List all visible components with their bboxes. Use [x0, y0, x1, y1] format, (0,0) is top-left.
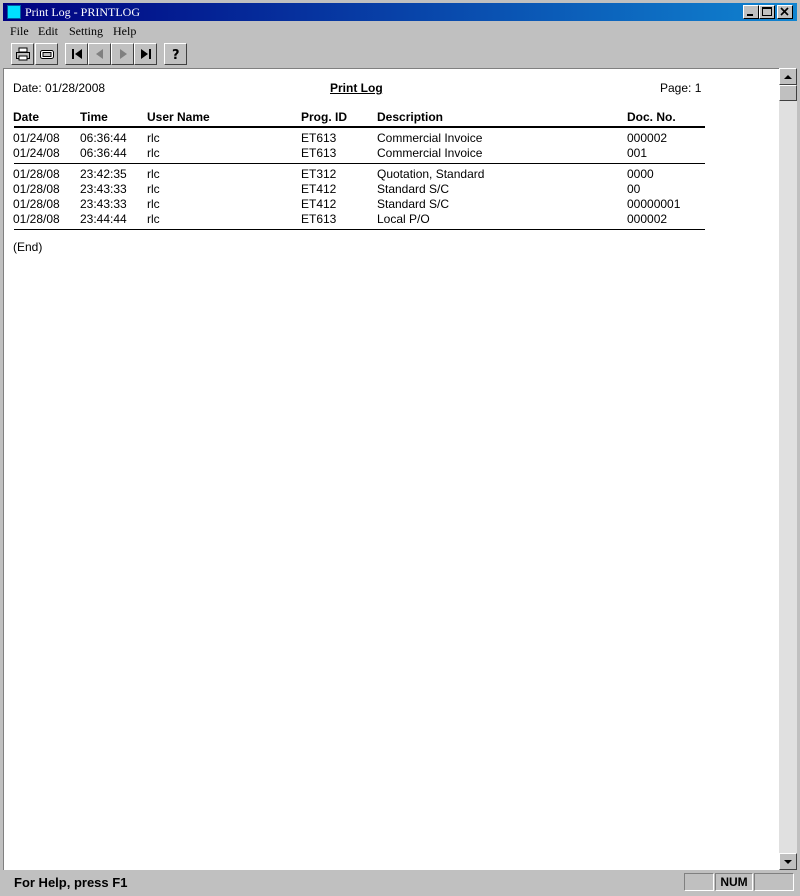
scroll-up-arrow-icon: [783, 73, 793, 81]
cell-date: 01/28/08: [13, 167, 60, 181]
printer-icon: [15, 47, 31, 61]
last-page-icon: [139, 47, 153, 61]
cell-time: 23:43:33: [80, 197, 127, 211]
report-title: Print Log: [330, 81, 383, 95]
cell-user: rlc: [147, 167, 160, 181]
cell-user: rlc: [147, 131, 160, 145]
cell-doc-no: 000002: [627, 131, 668, 145]
cell-doc-no: 000002: [627, 212, 668, 226]
svg-text:?: ?: [171, 48, 180, 62]
close-icon: [778, 6, 792, 18]
menu-file[interactable]: File: [10, 24, 29, 38]
last-page-button[interactable]: [134, 43, 157, 65]
next-page-icon: [116, 47, 130, 61]
cell-date: 01/28/08: [13, 182, 60, 196]
app-icon[interactable]: [7, 5, 21, 19]
status-bar: [3, 871, 797, 893]
previous-page-button[interactable]: [88, 43, 111, 65]
menu-setting[interactable]: Setting: [69, 24, 104, 38]
column-header-description: Description: [377, 110, 444, 124]
cell-prog-id: ET613: [301, 212, 337, 226]
footer-rule: [14, 229, 705, 230]
cell-description: Quotation, Standard: [377, 167, 485, 181]
cell-date: 01/28/08: [13, 212, 60, 226]
status-panel-caps: [684, 873, 714, 891]
previous-page-icon: [93, 47, 107, 61]
column-header-time: Time: [80, 110, 108, 124]
help-question-icon: [169, 46, 183, 62]
cell-user: rlc: [147, 146, 160, 160]
cell-date: 01/24/08: [13, 146, 60, 160]
menu-bar: [3, 22, 797, 40]
vertical-scrollbar[interactable]: [779, 68, 797, 870]
menu-edit[interactable]: Edit: [38, 24, 58, 38]
cell-user: rlc: [147, 197, 160, 211]
scroll-thumb[interactable]: [779, 85, 797, 101]
scroll-down-button[interactable]: [779, 853, 797, 870]
print-button[interactable]: [11, 43, 34, 65]
column-header-prog-id: Prog. ID: [301, 110, 348, 124]
cell-time: 06:36:44: [80, 146, 127, 160]
cell-doc-no: 001: [627, 146, 648, 160]
report-view[interactable]: [3, 68, 779, 870]
maximize-icon: [760, 6, 774, 18]
header-rule: [14, 126, 705, 128]
title-bar[interactable]: [3, 3, 797, 21]
window-title: Print Log - PRINTLOG: [25, 5, 140, 19]
next-page-button[interactable]: [111, 43, 134, 65]
cell-time: 23:43:33: [80, 182, 127, 196]
cell-description: Commercial Invoice: [377, 146, 483, 160]
cell-description: Standard S/C: [377, 182, 450, 196]
report-date: Date: 01/28/2008: [13, 81, 106, 95]
cell-user: rlc: [147, 212, 160, 226]
toolbar: [3, 41, 797, 67]
status-panel-scroll: [754, 873, 794, 891]
cell-prog-id: ET613: [301, 131, 337, 145]
help-button[interactable]: [164, 43, 187, 65]
report-page-number: Page: 1: [660, 81, 702, 95]
column-header-doc-no: Doc. No.: [627, 110, 676, 124]
scroll-up-button[interactable]: [779, 68, 797, 85]
first-page-button[interactable]: [65, 43, 88, 65]
cell-time: 23:42:35: [80, 167, 127, 181]
group-divider: [14, 163, 705, 164]
status-panel-num: NUM: [715, 873, 753, 891]
maximize-button[interactable]: [759, 5, 775, 19]
status-help-text: For Help, press F1: [14, 875, 128, 890]
column-header-date: Date: [13, 110, 40, 124]
print-preview-icon: [39, 47, 55, 61]
minimize-icon: [744, 6, 758, 18]
cell-user: rlc: [147, 182, 160, 196]
cell-prog-id: ET312: [301, 167, 337, 181]
cell-prog-id: ET613: [301, 146, 337, 160]
cell-doc-no: 00000001: [627, 197, 681, 211]
cell-description: Local P/O: [377, 212, 430, 226]
minimize-button[interactable]: [743, 5, 759, 19]
cell-time: 23:44:44: [80, 212, 127, 226]
cell-date: 01/28/08: [13, 197, 60, 211]
cell-doc-no: 00: [627, 182, 641, 196]
cell-doc-no: 0000: [627, 167, 654, 181]
cell-prog-id: ET412: [301, 197, 337, 211]
cell-description: Standard S/C: [377, 197, 450, 211]
first-page-icon: [70, 47, 84, 61]
cell-prog-id: ET412: [301, 182, 337, 196]
close-button[interactable]: [777, 5, 793, 19]
print-preview-button[interactable]: [35, 43, 58, 65]
scroll-down-arrow-icon: [783, 858, 793, 866]
cell-date: 01/24/08: [13, 131, 60, 145]
menu-help[interactable]: Help: [113, 24, 137, 38]
column-header-user-name: User Name: [147, 110, 210, 124]
report-end-marker: (End): [13, 240, 43, 254]
cell-time: 06:36:44: [80, 131, 127, 145]
cell-description: Commercial Invoice: [377, 131, 483, 145]
